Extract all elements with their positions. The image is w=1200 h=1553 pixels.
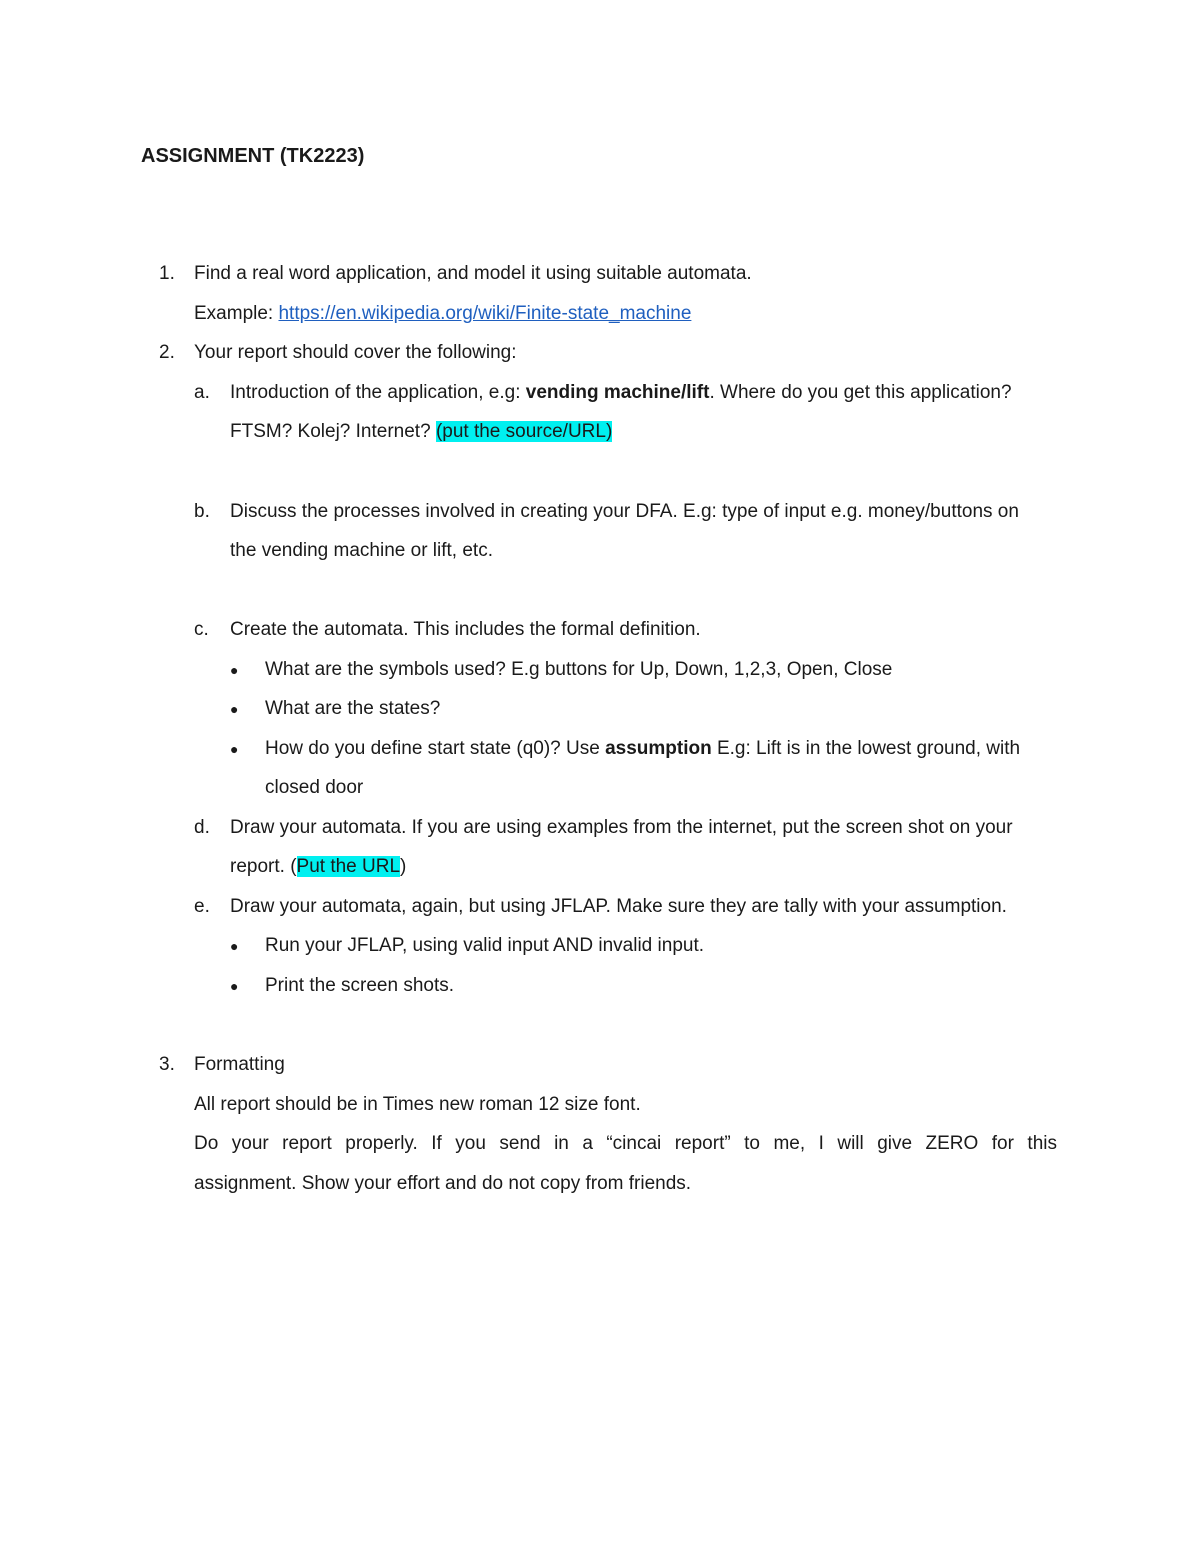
item-d-highlight: Put the URL [296, 856, 401, 877]
item-c-bullet-2: What are the states? [265, 698, 441, 719]
example-link[interactable]: https://en.wikipedia.org/wiki/Finite-state_machine [278, 303, 692, 324]
item-a-line1 [230, 381, 1012, 405]
item-b-letter: b. [194, 501, 210, 522]
item-d-line1: Draw your automata. If you are using examples from the internet, put the screen shot on your [230, 817, 1013, 838]
item-3-text: Formatting [194, 1054, 285, 1075]
item-a-text1: Introduction of the application, e.g: [230, 382, 526, 403]
bullet-icon: ● [230, 938, 239, 954]
bullet-icon: ● [230, 662, 239, 678]
item-c-bullet-1: What are the symbols used? E.g buttons for Up, Down, 1,2,3, Open, Close [265, 659, 893, 680]
bullet-icon: ● [230, 741, 239, 757]
item-c-bullet-3-pre: How do you define start state (q0)? Use [265, 738, 606, 759]
item-c-bullet-3-line2: closed door [265, 777, 364, 798]
item-b-line2: the vending machine or lift, etc. [230, 540, 493, 561]
item-1-number: 1. [159, 263, 175, 284]
item-b-line1: Discuss the processes involved in creating your DFA. E.g: type of input e.g. money/buttons on [230, 501, 1019, 522]
item-2-text: Your report should cover the following: [194, 342, 517, 363]
item-d-line2 [230, 855, 406, 879]
item-a-line2 [230, 420, 612, 444]
item-e-letter: e. [194, 896, 210, 917]
item-3-line2: Do your report properly. If you send in a “cincai report” to me, I will give ZERO for this [194, 1133, 1057, 1154]
bullet-icon: ● [230, 701, 239, 717]
item-d-line2-post: ) [400, 856, 407, 877]
item-e-bullet-2: Print the screen shots. [265, 975, 455, 996]
item-c-bullet-3-bold: assumption [605, 738, 712, 759]
item-c-bullet-3-post: E.g: Lift is in the lowest ground, with [711, 738, 1021, 759]
item-a-letter: a. [194, 382, 210, 403]
item-c-letter: c. [194, 619, 209, 640]
item-d-line2-pre: report. ( [230, 856, 297, 877]
item-a-text2: . Where do you get this application? [709, 382, 1012, 403]
item-a-bold: vending machine/lift [525, 382, 710, 403]
item-3-line1: All report should be in Times new roman 12 size font. [194, 1094, 641, 1115]
bullet-icon: ● [230, 978, 239, 994]
page-title: ASSIGNMENT (TK2223) [141, 145, 365, 167]
item-2-number: 2. [159, 342, 175, 363]
item-d-letter: d. [194, 817, 210, 838]
example-line [194, 302, 691, 326]
example-label: Example: [194, 303, 279, 324]
item-e-text: Draw your automata, again, but using JFLAP. Make sure they are tally with your assumption. [230, 896, 1007, 917]
item-1-text: Find a real word application, and model it using suitable automata. [194, 263, 752, 284]
item-3-line3: assignment. Show your effort and do not copy from friends. [194, 1173, 692, 1194]
item-3-number: 3. [159, 1054, 175, 1075]
item-a-highlight: (put the source/URL) [435, 421, 613, 442]
item-e-bullet-1: Run your JFLAP, using valid input AND invalid input. [265, 935, 705, 956]
item-c-bullet-3 [265, 737, 1020, 761]
item-a-line2-text: FTSM? Kolej? Internet? [230, 421, 436, 442]
item-c-text: Create the automata. This includes the formal definition. [230, 619, 701, 640]
